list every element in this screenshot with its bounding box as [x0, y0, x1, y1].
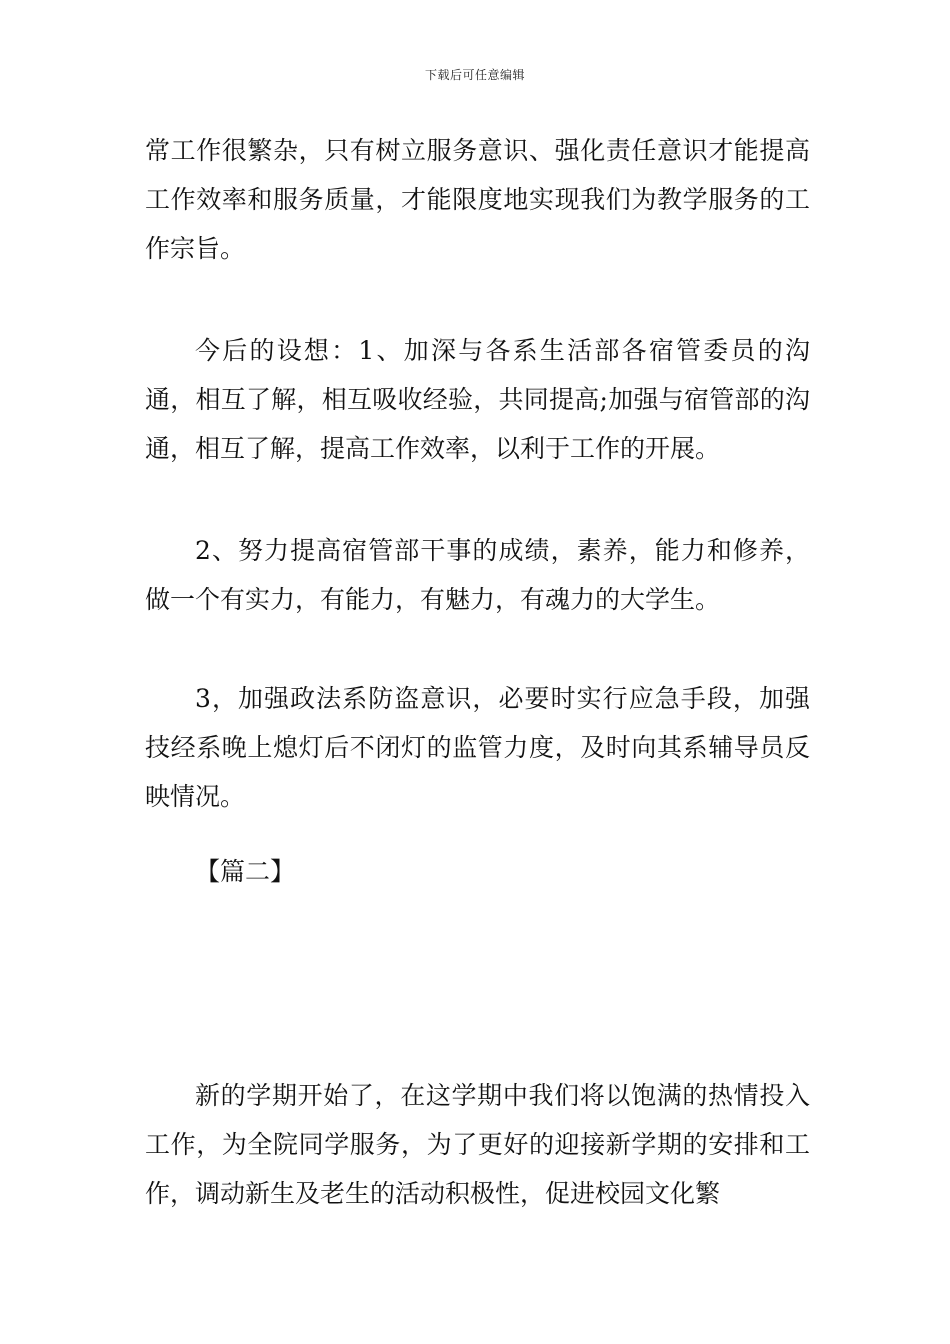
- paragraph-continued: 常工作很繁杂，只有树立服务意识、强化责任意识才能提高工作效率和服务质量，才能限度地实现我们为教学服务的工作宗旨。: [145, 136, 810, 263]
- paragraph-item-2: 2、努力提高宿管部干事的成绩，素养，能力和修养，做一个有实力，有能力，有魅力，有魂力的大学生。: [145, 536, 810, 614]
- page-header-note: 下载后可任意编辑: [424, 68, 525, 82]
- paragraph-future-plans: 今后的设想：1、加深与各系生活部各宿管委员的沟通，相互了解，相互吸收经验，共同提高;加强与宿管部的沟通，相互了解，提高工作效率，以利于工作的开展。: [145, 336, 810, 463]
- paragraph-new-semester: 新的学期开始了，在这学期中我们将以饱满的热情投入工作，为全院同学服务，为了更好的迎接新学期的安排和工作，调动新生及老生的活动积极性，促进校园文化繁: [145, 1081, 810, 1208]
- section-heading: 【篇二】: [195, 857, 296, 886]
- paragraph-item-3: 3，加强政法系防盗意识，必要时实行应急手段，加强技经系晚上熄灯后不闭灯的监管力度，及时向其系辅导员反映情况。: [145, 684, 810, 811]
